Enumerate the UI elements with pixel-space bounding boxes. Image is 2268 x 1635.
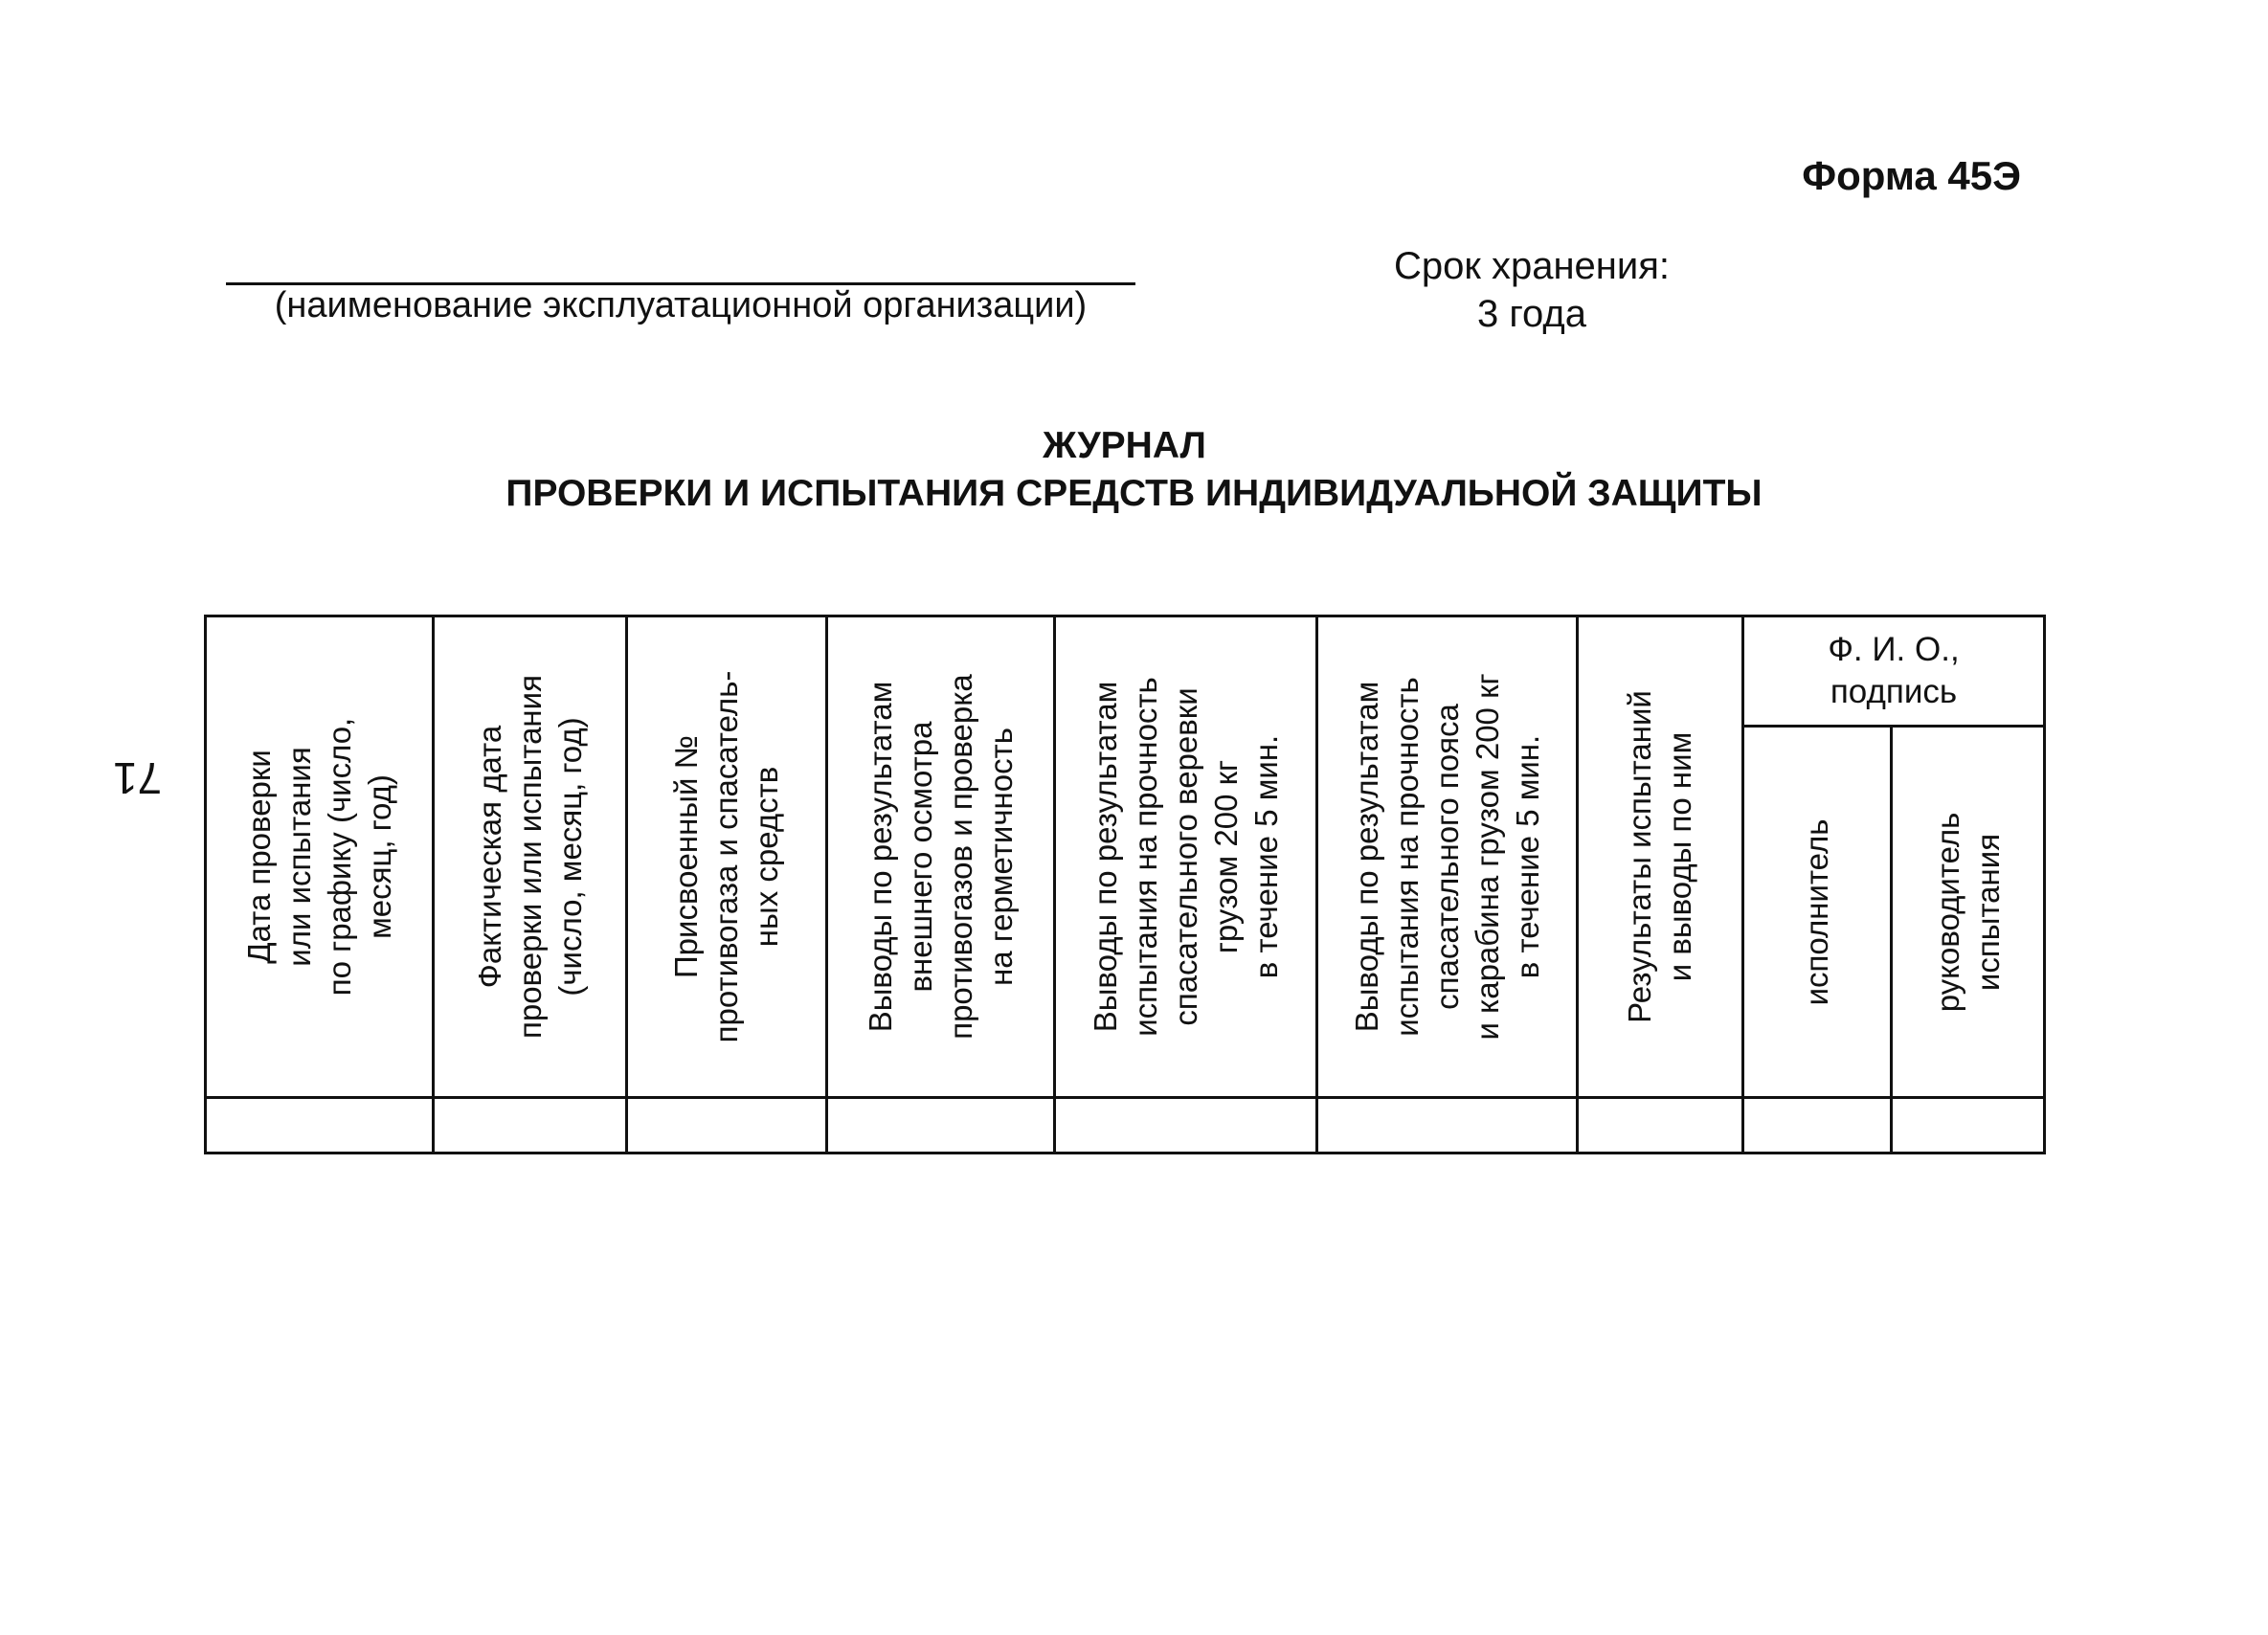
table-cell (1578, 1098, 1743, 1153)
journal-title (0, 422, 2268, 518)
column-header-actual-date: Фактическая дата проверки или испытания (число, месяц, год) (434, 616, 627, 1098)
page-number: 71 (113, 753, 163, 803)
table-row (206, 1098, 2045, 1153)
header-row (206, 616, 2045, 727)
column-header-results: Результаты испытаний и выводы по ним (1578, 616, 1743, 1098)
title-line-2: ПРОВЕРКИ И ИСПЫТАНИЯ СРЕДСТВ ИНДИВИДУАЛЬНОЙ ЗАЩИТЫ (505, 473, 1763, 514)
table-cell (206, 1098, 434, 1153)
column-header-executor: исполнитель (1743, 727, 1892, 1098)
table-cell (827, 1098, 1055, 1153)
table-cell (627, 1098, 827, 1153)
table-cell (1317, 1098, 1578, 1153)
column-header-scheduled-date: Дата проверки или испытания по графику (число, месяц, год) (206, 616, 434, 1098)
table-cell (1892, 1098, 2045, 1153)
retention-period (1359, 242, 1704, 338)
table-cell (434, 1098, 627, 1153)
retention-value: 3 года (1476, 293, 1587, 335)
column-header-assigned-number: Присвоенный № противогаза и спасатель- ных средств (627, 616, 827, 1098)
title-line-1: ЖУРНАЛ (1043, 425, 1206, 466)
retention-label: Срок хранения: (1393, 245, 1671, 287)
column-header-test-supervisor: руководитель испытания (1892, 727, 2045, 1098)
column-header-belt-test-conclusions: Выводы по результатам испытания на прочность спасательного пояса и карабина грузом 200 кг в течение 5 мин. (1317, 616, 1578, 1098)
column-header-fio-signature: Ф. И. О., подпись (1743, 616, 2045, 727)
table-cell (1743, 1098, 1892, 1153)
organization-caption: (наименование эксплуатационной организации) (274, 285, 1088, 325)
journal-table (204, 615, 2046, 1154)
form-number: Форма 45Э (1802, 153, 2021, 198)
column-header-inspection-conclusions: Выводы по результатам внешнего осмотра противогазов и проверка на герметичность (827, 616, 1055, 1098)
column-header-rope-test-conclusions: Выводы по результатам испытания на прочность спасательного веревки грузом 200 кг в течение 5 мин. (1055, 616, 1317, 1098)
table-cell (1055, 1098, 1317, 1153)
